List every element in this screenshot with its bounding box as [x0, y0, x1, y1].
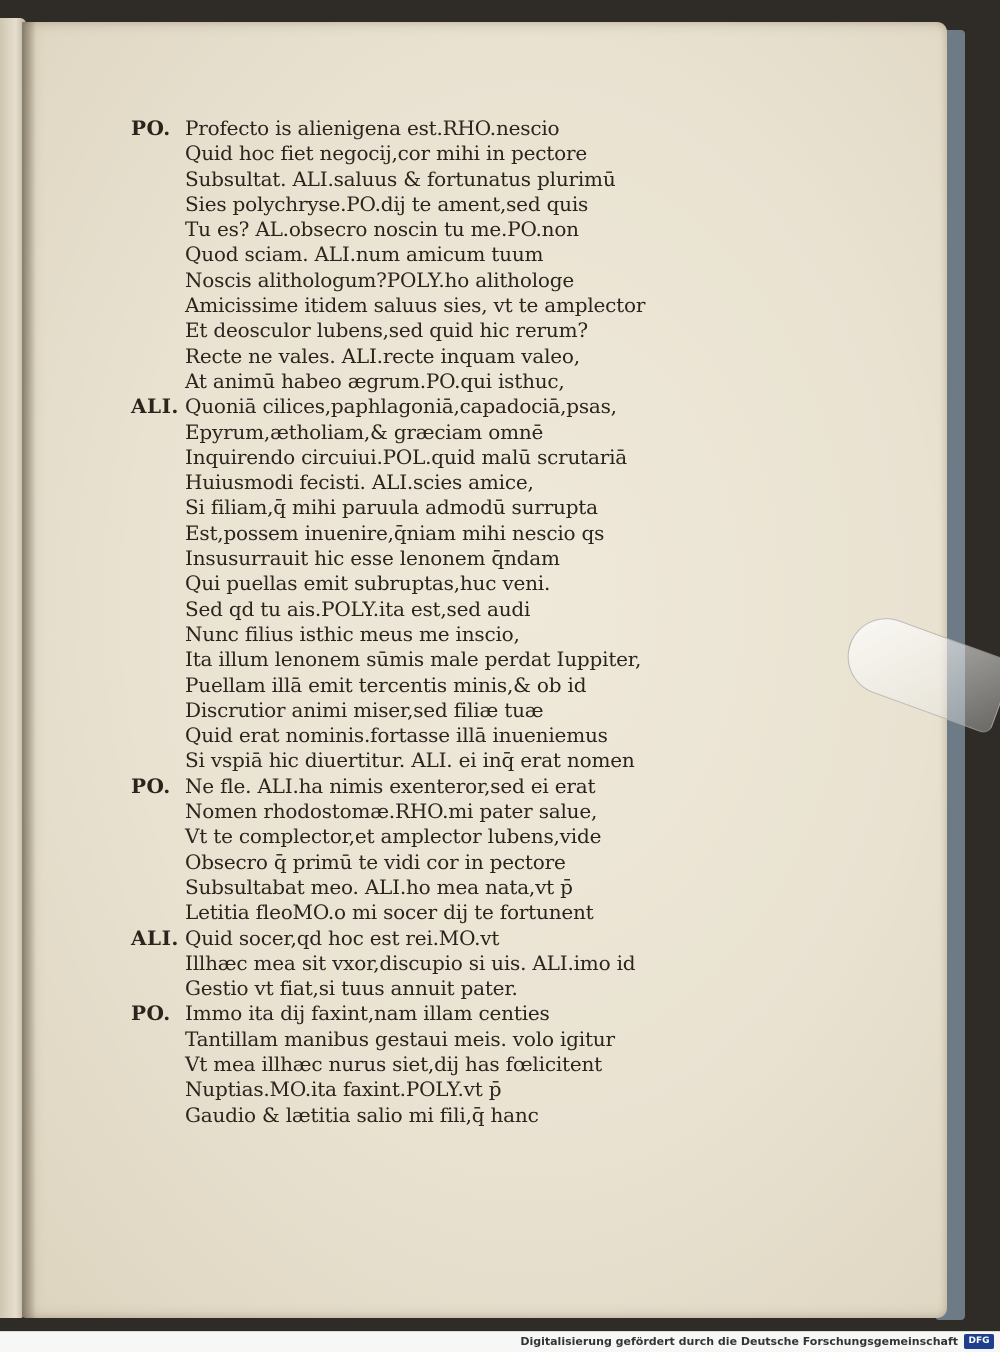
text-line [131, 926, 691, 951]
verse-text: Nomen rhodostomæ.RHO.mi pater salue, [185, 799, 598, 824]
verse-text: Vt mea illhæc nurus siet,dij has fœlicitent [185, 1051, 603, 1076]
text-line [131, 824, 691, 849]
text-line [131, 799, 691, 824]
text-line [131, 1077, 691, 1102]
text-line [131, 951, 691, 976]
verse-text: Quod sciam. ALI.num amicum tuum [185, 242, 544, 267]
text-line [131, 167, 691, 192]
speaker-label: ALI. [131, 925, 179, 950]
speaker-label: PO. [131, 773, 171, 798]
text-line [131, 673, 691, 698]
verse-text: Et deosculor lubens,sed quid hic rerum? [185, 318, 588, 343]
verse-text: Quid hoc fiet negocij,cor mihi in pectore [185, 141, 587, 166]
speaker-label: ALI. [131, 394, 179, 419]
text-line [131, 748, 691, 773]
verse-text: Ne fle. ALI.ha nimis exenteror,sed ei erat [185, 773, 596, 798]
text-line [131, 394, 691, 419]
text-line [131, 470, 691, 495]
text-line [131, 521, 691, 546]
verse-text: Gaudio & lætitia salio mi fili,q̄ hanc [185, 1102, 539, 1127]
verse-text: Subsultat. ALI.saluus & fortunatus plurimū [185, 166, 616, 191]
text-line [131, 141, 691, 166]
verse-text: Immo ita dij faxint,nam illam centies [185, 1001, 550, 1026]
text-line [131, 900, 691, 925]
text-line [131, 369, 691, 394]
verse-text: Quoniā cilices,paphlagoniā,capadociā,psas, [185, 394, 617, 419]
text-line [131, 420, 691, 445]
text-line [131, 875, 691, 900]
text-line [131, 116, 691, 141]
verse-text: Obsecro q̄ primū te vidi cor in pectore [185, 849, 566, 874]
text-line [131, 445, 691, 470]
text-line [131, 192, 691, 217]
verse-text: Est,possem inuenire,q̄niam mihi nescio qs [185, 520, 605, 545]
verse-text: Vt te complector,et amplector lubens,vide [185, 824, 602, 849]
speaker-label: PO. [131, 1001, 171, 1026]
text-line [131, 597, 691, 622]
verse-text: Letitia fleoMO.o mi socer dij te fortunent [185, 900, 594, 925]
verse-text: Qui puellas emit subruptas,huc veni. [185, 571, 551, 596]
text-line [131, 647, 691, 672]
dialogue-text [131, 116, 691, 1128]
verse-text: Si filiam,q̄ mihi paruula admodū surrupta [185, 495, 598, 520]
verse-text: Profecto is alienigena est.RHO.nescio [185, 116, 560, 140]
text-line [131, 622, 691, 647]
text-line [131, 344, 691, 369]
footer-credit: Digitalisierung gefördert durch die Deutsche Forschungsgemeinschaft [520, 1335, 958, 1348]
verse-text: Puellam illā emit tercentis minis,& ob id [185, 672, 587, 697]
speaker-label: PO. [131, 116, 171, 140]
verse-text: At animū habeo ægrum.PO.qui isthuc, [185, 368, 565, 393]
text-line [131, 293, 691, 318]
verse-text: Recte ne vales. ALI.recte inquam valeo, [185, 343, 580, 368]
text-line [131, 976, 691, 1001]
text-line [131, 242, 691, 267]
dfg-logo: DFG [964, 1334, 994, 1349]
text-line [131, 698, 691, 723]
verse-text: Subsultabat meo. ALI.ho mea nata,vt p̄ [185, 874, 573, 899]
verse-text: Epyrum,ætholiam,& græciam omnē [185, 419, 544, 444]
verse-text: Huiusmodi fecisti. ALI.scies amice, [185, 470, 534, 495]
footer-bar [0, 1331, 1000, 1352]
verse-text: Quid erat nominis.fortasse illā inueniemus [185, 723, 608, 748]
verse-text: Amicissime itidem saluus sies, vt te amplector [185, 293, 646, 318]
verse-text: Sed qd tu ais.POLY.ita est,sed audi [185, 596, 531, 621]
text-line [131, 1103, 691, 1128]
verse-text: Illhæc mea sit vxor,discupio si uis. ALI.imo id [185, 950, 636, 975]
text-line [131, 495, 691, 520]
text-line [131, 850, 691, 875]
verse-text: Nuptias.MO.ita faxint.POLY.vt p̄ [185, 1077, 502, 1102]
page-gutter-shadow [22, 22, 36, 1318]
verse-text: Discrutior animi miser,sed filiæ tuæ [185, 697, 544, 722]
text-line [131, 1027, 691, 1052]
verse-text: Nunc filius isthic meus me inscio, [185, 621, 520, 646]
text-line [131, 571, 691, 596]
text-line [131, 1052, 691, 1077]
verse-text: Tantillam manibus gestaui meis. volo igitur [185, 1026, 615, 1051]
verse-text: Gestio vt fiat,si tuus annuit pater. [185, 976, 518, 1001]
text-line [131, 723, 691, 748]
verse-text: Tu es? AL.obsecro noscin tu me.PO.non [185, 217, 579, 242]
text-line [131, 546, 691, 571]
text-line [131, 774, 691, 799]
verse-text: Inquirendo circuiui.POL.quid malū scrutariā [185, 444, 628, 469]
text-line [131, 318, 691, 343]
verse-text: Noscis alithologum?POLY.ho alithologe [185, 267, 574, 292]
text-line [131, 217, 691, 242]
verse-text: Si vspiā hic diuertitur. ALI. ei inq̄ erat nomen [185, 748, 635, 773]
verse-text: Ita illum lenonem sūmis male perdat Iuppiter, [185, 647, 642, 672]
text-line [131, 1001, 691, 1026]
text-line [131, 268, 691, 293]
verse-text: Quid socer,qd hoc est rei.MO.vt [185, 925, 500, 950]
verse-text: Sies polychryse.PO.dij te ament,sed quis [185, 191, 589, 216]
verse-text: Insusurrauit hic esse lenonem q̄ndam [185, 546, 560, 571]
